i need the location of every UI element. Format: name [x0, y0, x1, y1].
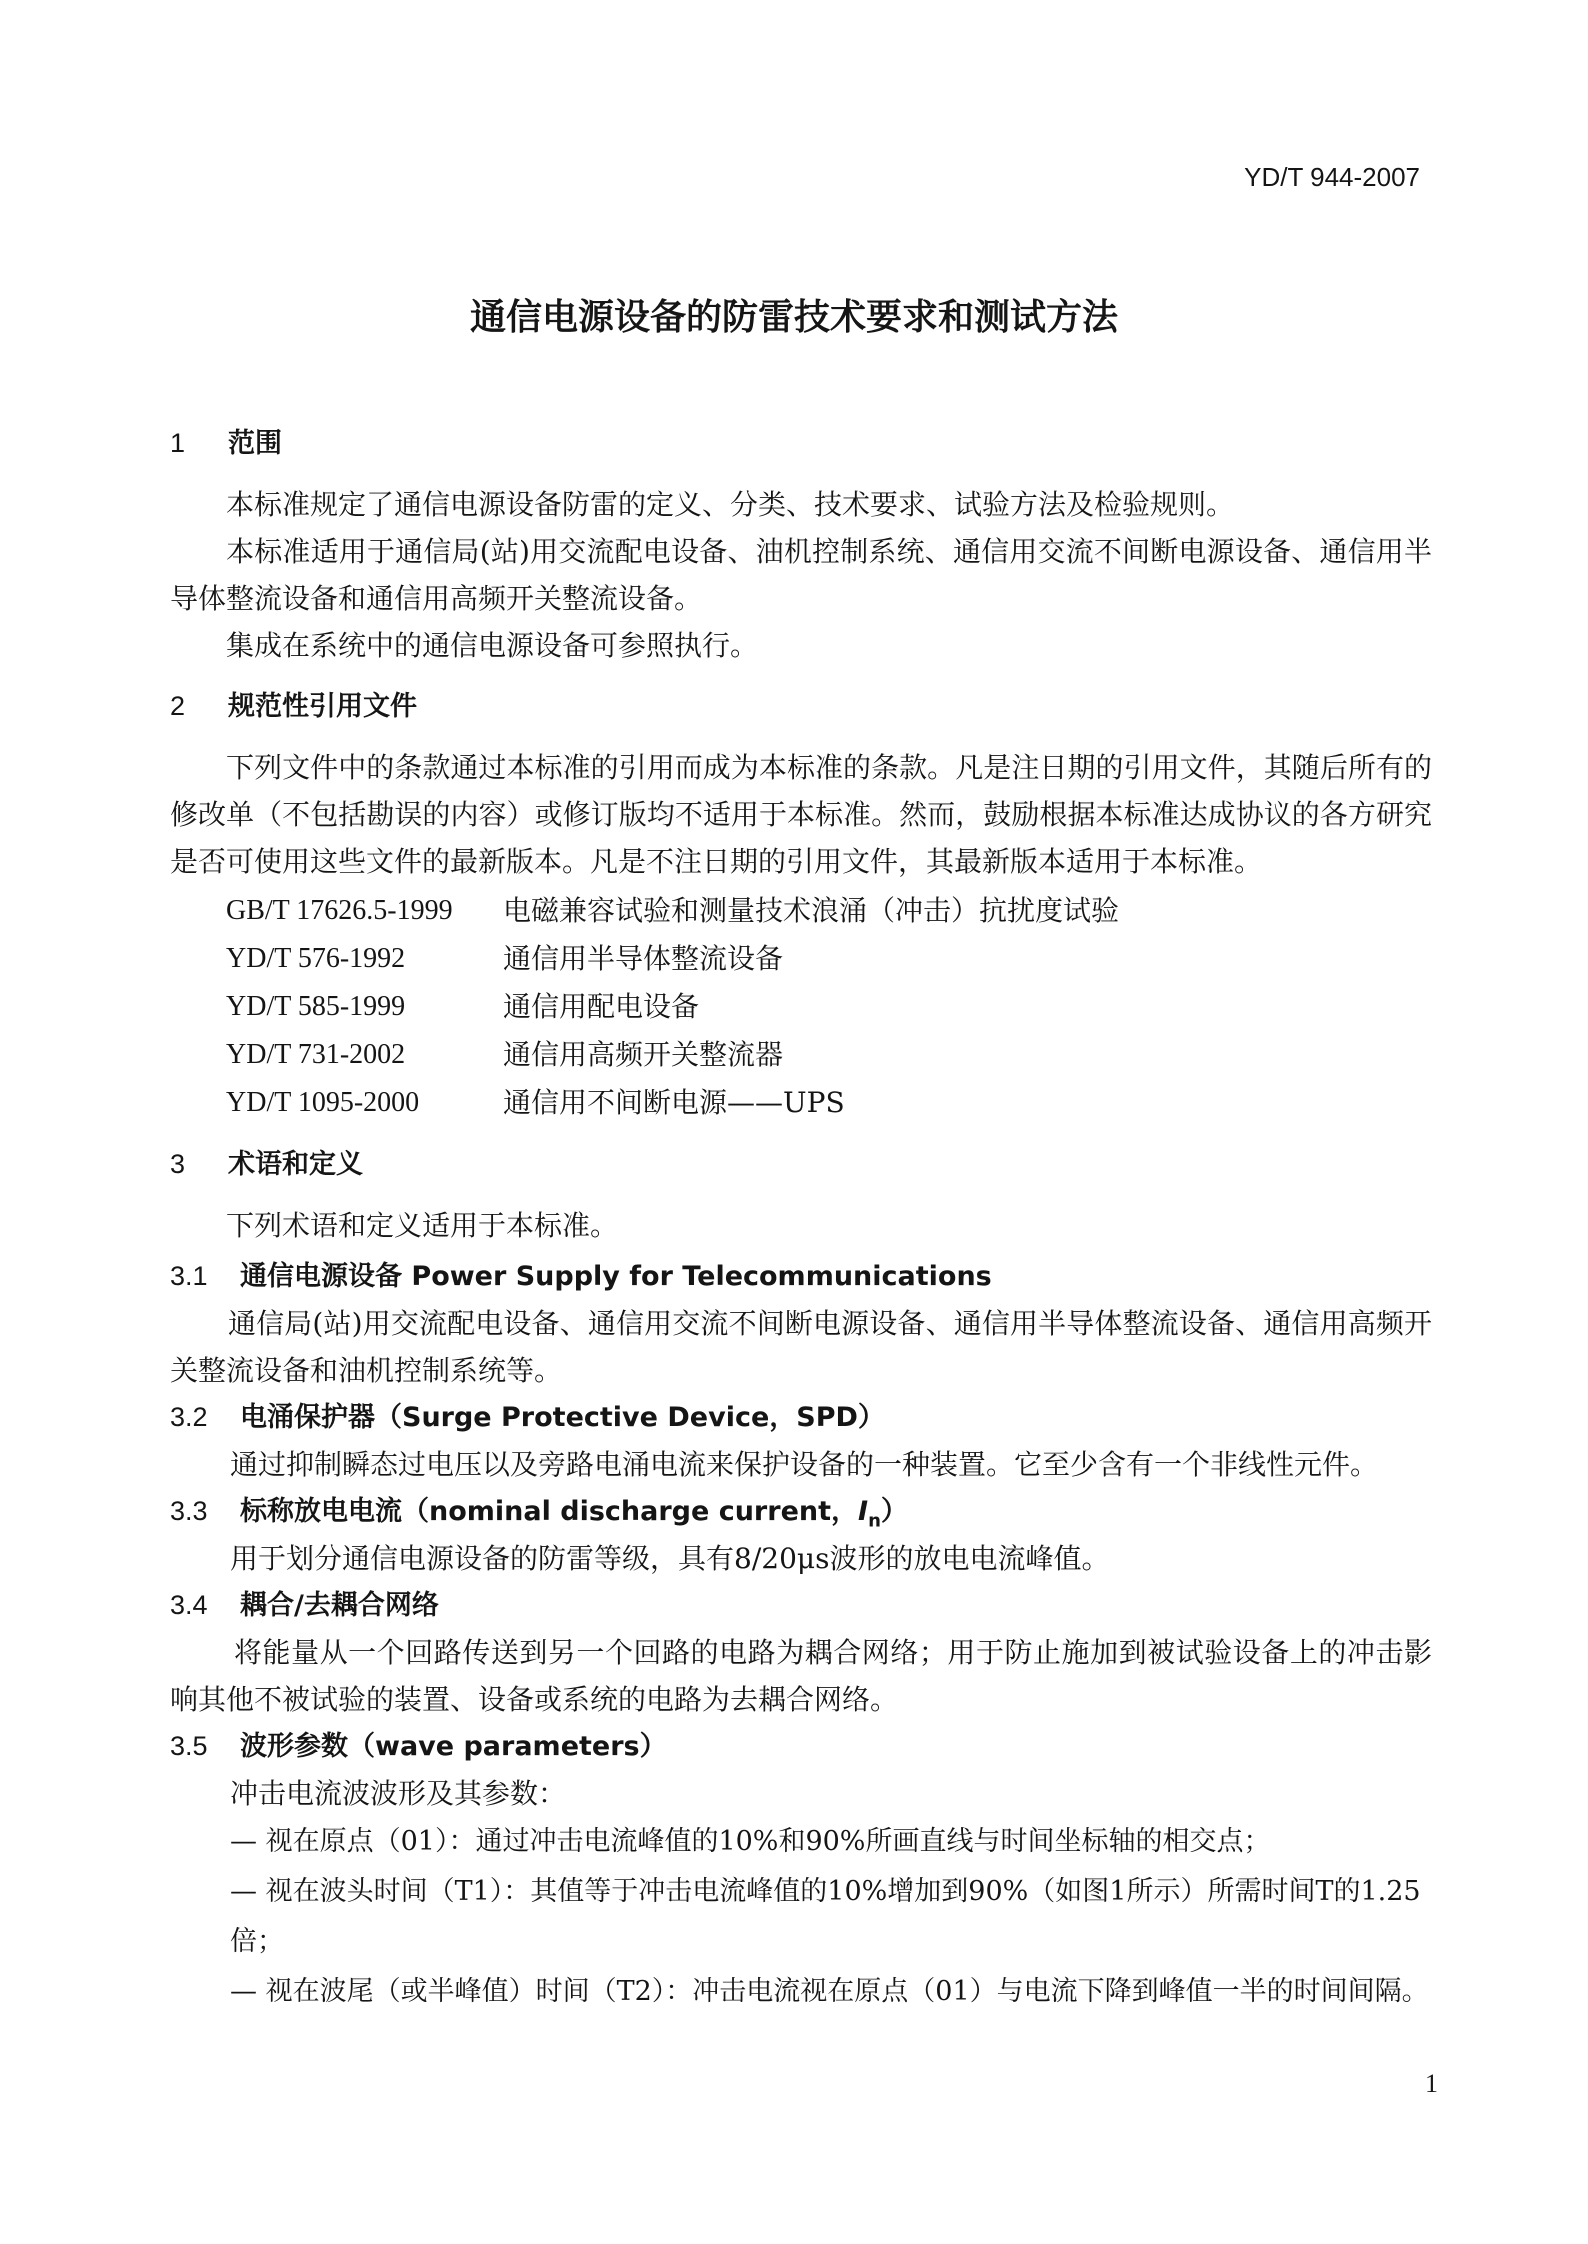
closing-paren: ） [880, 1496, 908, 1527]
reference-item [226, 1079, 1432, 1127]
page-number: 1 [1425, 2069, 1438, 2098]
section-title: 范围 [228, 428, 282, 459]
reference-code: YD/T 585-1999 [226, 991, 406, 1022]
paragraph [170, 744, 1432, 885]
paragraph-text-continued: 是否可使用这些文件的最新版本。凡是不注日期的引用文件，其最新版本适用于本标准。 [170, 845, 1263, 878]
reference-item [226, 1031, 1432, 1079]
paragraph [170, 528, 1432, 622]
paragraph-text-continued: 整流设备和油机控制系统等。 [198, 1354, 563, 1387]
term-3-2-heading [170, 1394, 1432, 1441]
reference-list [226, 887, 1432, 1127]
symbol-subscript: n [868, 1510, 881, 1532]
paragraph-text: 用于划分通信电源设备的防雷等级，具有8/20μs波形的放电电流峰值。 [230, 1542, 1110, 1575]
term-3-5-heading [170, 1723, 1432, 1770]
reference-title: 通信用半导体整流设备 [503, 942, 784, 975]
paragraph-text: 下列术语和定义适用于本标准。 [226, 1209, 619, 1242]
term-3-4-heading [170, 1582, 1432, 1629]
list-item: — 视在波头时间（T1）：其值等于冲击电流峰值的10%增加到90%（如图1所示）所需时间T的1.25倍； [230, 1876, 1421, 1957]
paragraph-text: 集成在系统中的通信电源设备可参照执行。 [226, 629, 759, 662]
reference-item [226, 887, 1432, 935]
term-number: 3.5 [170, 1731, 208, 1761]
term-3-1-heading [170, 1253, 1432, 1300]
section-number: 3 [170, 1149, 186, 1179]
paragraph-text: 下列文件中的条款通过本标准的引用而成为本标准的条款。凡是注日期的引用文件，其随后所有的 [226, 751, 1432, 784]
paragraph [170, 1202, 1432, 1249]
term-title: 耦合/去耦合网络 [240, 1590, 439, 1621]
term-title: 通信电源设备 Power Supply for Telecommunications [240, 1261, 992, 1292]
paragraph-text-continued: 修改单（不包括勘误的内容）或修订版均不适用于本标准。然而，鼓励根据本标准达成协议的各方研究 [170, 798, 1432, 831]
term-title: 电涌保护器（Surge Protective Device，SPD） [240, 1402, 885, 1433]
symbol: I [858, 1496, 869, 1527]
section-number: 2 [170, 691, 186, 721]
section-1-heading [170, 420, 1432, 467]
reference-code: YD/T 1095-2000 [226, 1087, 420, 1118]
paragraph [230, 1441, 1432, 1488]
reference-title: 通信用高频开关整流器 [503, 1038, 784, 1071]
section-title: 术语和定义 [228, 1149, 363, 1180]
term-number: 3.4 [170, 1590, 208, 1620]
section-title: 规范性引用文件 [228, 691, 417, 722]
section-number: 1 [170, 428, 186, 458]
paragraph [230, 1535, 1432, 1582]
paragraph-text: 通信局(站)用交流配电设备、通信用交流不间断电源设备、通信用半导体整流设备、通信用高频开关 [170, 1307, 1432, 1387]
reference-title: 通信用配电设备 [503, 990, 700, 1023]
term-body [170, 1441, 1432, 1488]
term-number: 3.1 [170, 1261, 208, 1291]
list-item: — 视在波尾（或半峰值）时间（T2）：冲击电流视在原点（01）与电流下降到峰值一半的时间间隔。 [230, 1976, 1429, 2007]
term-body [170, 1535, 1432, 1582]
term-title: 标称放电电流（nominal discharge current， [240, 1496, 859, 1527]
term-body [170, 1770, 1432, 1817]
reference-code: YD/T 731-2002 [226, 1039, 406, 1070]
paragraph-text-continued: 体整流设备和通信用高频开关整流设备。 [198, 582, 703, 615]
reference-item [226, 935, 1432, 983]
term-number: 3.2 [170, 1402, 208, 1432]
page-title: 通信电源设备的防雷技术要求和测试方法 [469, 297, 1118, 338]
term-title: 波形参数（wave parameters） [240, 1731, 667, 1762]
paragraph-text: 本标准规定了通信电源设备防雷的定义、分类、技术要求、试验方法及检验规则。 [226, 488, 1235, 521]
reference-item [226, 983, 1432, 1031]
paragraph-text: 本标准适用于通信局(站)用交流配电设备、油机控制系统、通信用交流不间断电源设备、通信用半导 [170, 535, 1432, 615]
paragraph [170, 1300, 1432, 1394]
paragraph [170, 481, 1432, 528]
reference-code: GB/T 17626.5-1999 [226, 895, 453, 926]
list-item: — 视在原点（01）：通过冲击电流峰值的10%和90%所画直线与时间坐标轴的相交点； [230, 1826, 1271, 1857]
paragraph-text-continued: 其他不被试验的装置、设备或系统的电路为去耦合网络。 [198, 1683, 899, 1716]
paragraph-text: 将能量从一个回路传送到另一个回路的电路为耦合网络；用于防止施加到被试验设备上的冲击影响 [170, 1636, 1432, 1716]
document-body [170, 0, 1432, 2137]
paragraph-text: 冲击电流波波形及其参数： [230, 1777, 567, 1810]
paragraph [230, 1770, 1432, 1817]
paragraph [170, 622, 1432, 669]
reference-title: 通信用不间断电源——UPS [503, 1086, 845, 1119]
document-code: YD/T 944-2007 [1244, 162, 1420, 192]
term-3-3-heading [170, 1488, 1432, 1535]
reference-code: YD/T 576-1992 [226, 943, 406, 974]
term-number: 3.3 [170, 1496, 208, 1526]
paragraph-text: 通过抑制瞬态过电压以及旁路电涌电流来保护设备的一种装置。它至少含有一个非线性元件。 [230, 1448, 1379, 1481]
section-2-heading [170, 683, 1432, 730]
paragraph [170, 1629, 1432, 1723]
section-3-heading [170, 1141, 1432, 1188]
reference-title: 电磁兼容试验和测量技术浪涌（冲击）抗扰度试验 [503, 894, 1120, 927]
